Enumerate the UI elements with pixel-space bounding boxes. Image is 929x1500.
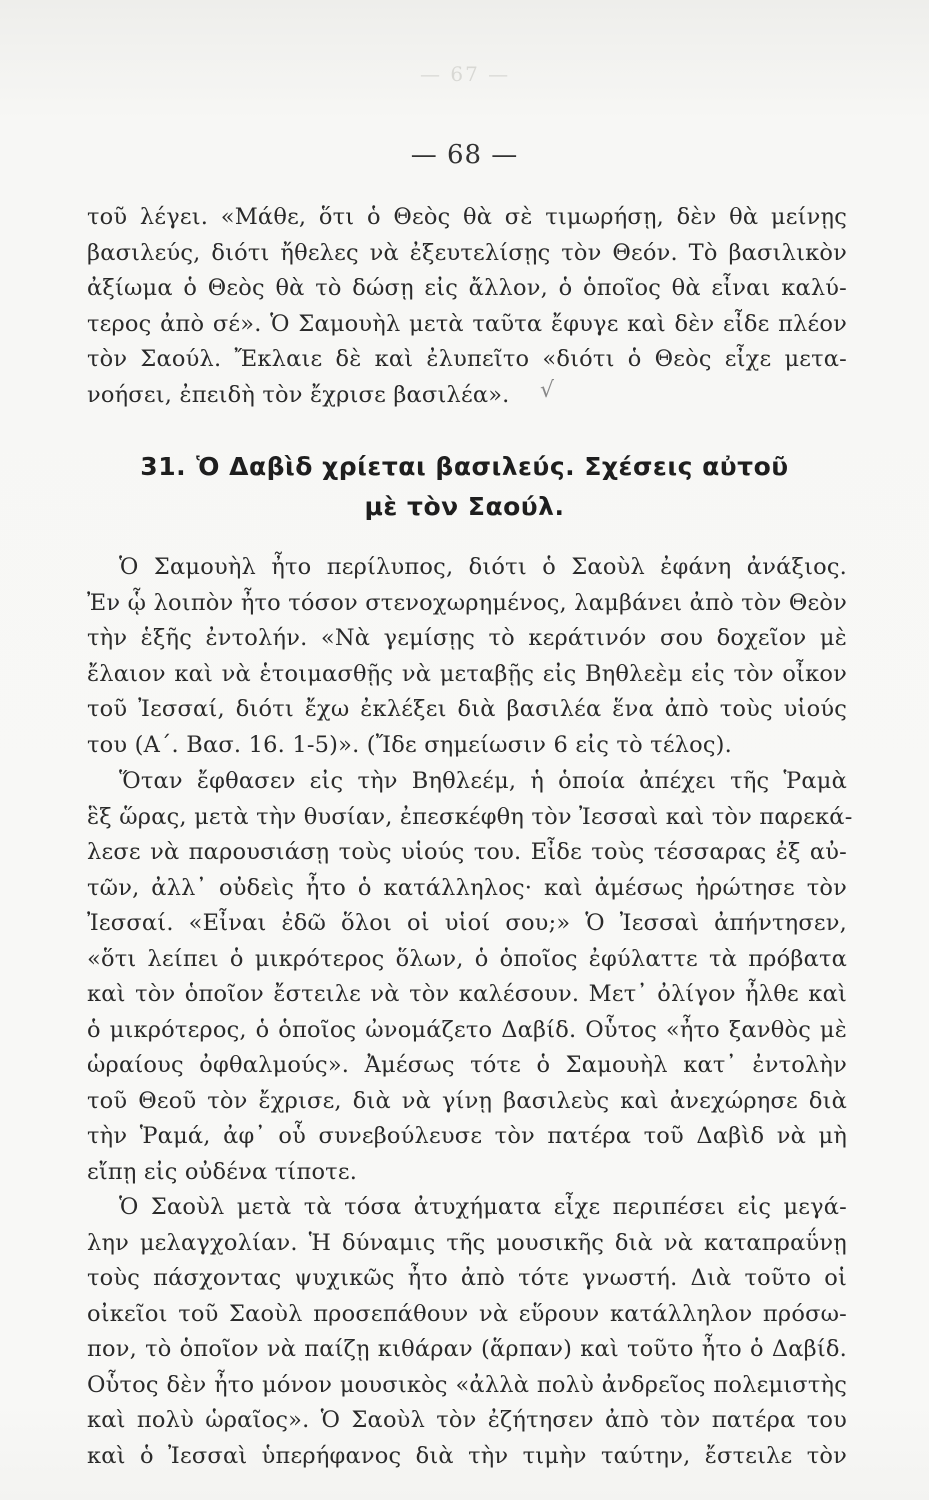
text-line: ὡραίους ὀφθαλμούς». Ἀμέσως τότε ὁ Σαμουὴλ κατ᾿ ἐντολὴν <box>87 1052 847 1078</box>
bleed-through-page-number: — 67 — <box>420 62 511 86</box>
text-line: νοήσει, ἐπειδὴ τὸν ἔχρισε βασιλέα». <box>87 381 510 408</box>
text-line: τοῦ Ἰεσσαί, διότι ἔχω ἐκλέξει διὰ βασιλέα ἕνα ἀπὸ τοὺς υἱούς <box>87 696 847 722</box>
section-number: 31. <box>140 452 187 481</box>
text-line: ἀξίωμα ὁ Θεὸς θὰ τὸ δώσῃ εἰς ἄλλον, ὁ ὁποῖος θὰ εἶναι καλύ- <box>87 275 847 301</box>
text-line: ἔλαιον καὶ νὰ ἑτοιμασθῇς νὰ μεταβῇς εἰς Βηθλεὲμ εἰς τὸν οἶκον <box>87 660 847 687</box>
text-line: τὴν Ῥαμά, ἀφ᾿ οὗ συνεβούλευσε τὸν πατέρα τοῦ Δαβὶδ νὰ μὴ <box>87 1123 847 1149</box>
page-number: — 68 — <box>410 140 519 170</box>
text-line: οἰκεῖοι τοῦ Σαοὺλ προσεπάθουν νὰ εὕρουν κατάλληλον πρόσω- <box>87 1300 847 1327</box>
text-line: λεσε νὰ παρουσιάσῃ τοὺς υἱούς του. Εἶδε τοὺς τέσσαρας ἐξ αὐ- <box>87 839 847 865</box>
text-line: Ἰεσσαί. «Εἶναι ἐδῶ ὅλοι οἱ υἱοί σου;» Ὁ Ἰεσσαὶ ἀπήντησεν, <box>87 910 847 936</box>
text-line: πον, τὸ ὁποῖον νὰ παίζῃ κιθάραν (ἅρπαν) καὶ τοῦτο ἦτο ὁ Δαβίδ. <box>87 1336 847 1362</box>
text-line: καὶ ὁ Ἰεσσαὶ ὑπερήφανος διὰ τὴν τιμὴν ταύτην, ἔστειλε τὸν <box>87 1442 847 1469</box>
section-title-line-2: μὲ τὸν Σαούλ. <box>364 492 565 521</box>
text-line: ὁ μικρότερος, ὁ ὁποῖος ὠνομάζετο Δαβίδ. Οὗτος «ἦτο ξανθὸς μὲ <box>87 1016 847 1043</box>
text-line: τοὺς πάσχοντας ψυχικῶς ἦτο ἀπὸ τότε γνωστή. Διὰ τοῦτο οἱ <box>87 1265 847 1291</box>
text-line: του (Α΄. Βασ. 16. 1-5)». (Ἴδε σημείωσιν 6 εἰς τὸ τέλος). <box>87 731 733 758</box>
text-line: τερος ἀπὸ σέ». Ὁ Σαμουὴλ μετὰ ταῦτα ἔφυγε καὶ δὲν εἶδε πλέον <box>87 310 847 337</box>
text-line: Οὗτος δὲν ἦτο μόνον μουσικὸς «ἀλλὰ πολὺ ἀνδρεῖος πολεμιστὴς <box>87 1371 847 1398</box>
paragraph-4 <box>87 1190 847 1474</box>
text-line: τὸν Σαούλ. Ἔκλαιε δὲ καὶ ἐλυπεῖτο «διότι ὁ Θεὸς εἶχε μετα- <box>87 346 847 372</box>
text-line: βασιλεύς, διότι ἤθελες νὰ ἐξευτελίσῃς τὸν Θεόν. Τὸ βασιλικὸν <box>87 239 847 266</box>
text-line: λην μελαγχολίαν. Ἡ δύναμις τῆς μουσικῆς διὰ νὰ καταπραΰνῃ <box>87 1229 847 1256</box>
text-line: Ὁ Σαμουὴλ ἦτο περίλυπος, διότι ὁ Σαοὺλ ἐφάνη ἀνάξιος. <box>119 554 847 580</box>
text-line: καὶ τὸν ὁποῖον ἔστειλε νὰ τὸν καλέσουν. Μετ᾿ ὀλίγον ἦλθε καὶ <box>87 981 847 1007</box>
text-line: τοῦ Θεοῦ τὸν ἔχρισε, διὰ νὰ γίνῃ βασιλεὺς καὶ ἀνεχώρησε διὰ <box>87 1087 847 1114</box>
section-heading <box>0 452 929 481</box>
text-line: τῶν, ἀλλ᾿ οὐδεὶς ἦτο ὁ κατάλληλος· καὶ ἀμέσως ἠρώτησε τὸν <box>87 874 847 901</box>
text-line: Ὅταν ἔφθασεν εἰς τὴν Βηθλεέμ, ἡ ὁποία ἀπέχει τῆς Ῥαμὰ <box>119 768 847 794</box>
paragraph-3 <box>87 764 853 1190</box>
text-line: ἓξ ὥρας, μετὰ τὴν θυσίαν, ἐπεσκέφθη τὸν Ἰεσσαὶ καὶ τὸν παρεκά- <box>87 803 853 830</box>
paragraph-2 <box>87 550 847 763</box>
text-line: καὶ πολὺ ὡραῖος». Ὁ Σαοὺλ τὸν ἐζήτησεν ἀπὸ τὸν πατέρα του <box>87 1407 847 1433</box>
text-line: «ὅτι λείπει ὁ μικρότερος ὅλων, ὁ ὁποῖος ἐφύλαττε τὰ πρόβατα <box>87 945 847 972</box>
text-line: εἴπῃ εἰς οὐδένα τίποτε. <box>87 1158 358 1185</box>
paragraph-1 <box>87 200 847 413</box>
text-line: τοῦ λέγει. «Μάθε, ὅτι ὁ Θεὸς θὰ σὲ τιμωρήσῃ, δὲν θὰ μείνῃς <box>87 204 847 230</box>
text-line: Ἐν ᾧ λοιπὸν ἦτο τόσον στενοχωρημένος, λαμβάνει ἀπὸ τὸν Θεὸν <box>87 589 847 616</box>
text-line: Ὁ Σαοὺλ μετὰ τὰ τόσα ἀτυχήματα εἶχε περιπέσει εἰς μεγά- <box>119 1194 847 1220</box>
section-heading-continued <box>0 492 929 521</box>
pencil-check-mark: √ <box>540 378 555 403</box>
section-title-line-1: Ὁ Δαβὶδ χρίεται βασιλεύς. Σχέσεις αὐτοῦ <box>196 452 789 481</box>
text-line: τὴν ἑξῆς ἐντολήν. «Νὰ γεμίσῃς τὸ κεράτινόν σου δοχεῖον μὲ <box>87 625 847 651</box>
